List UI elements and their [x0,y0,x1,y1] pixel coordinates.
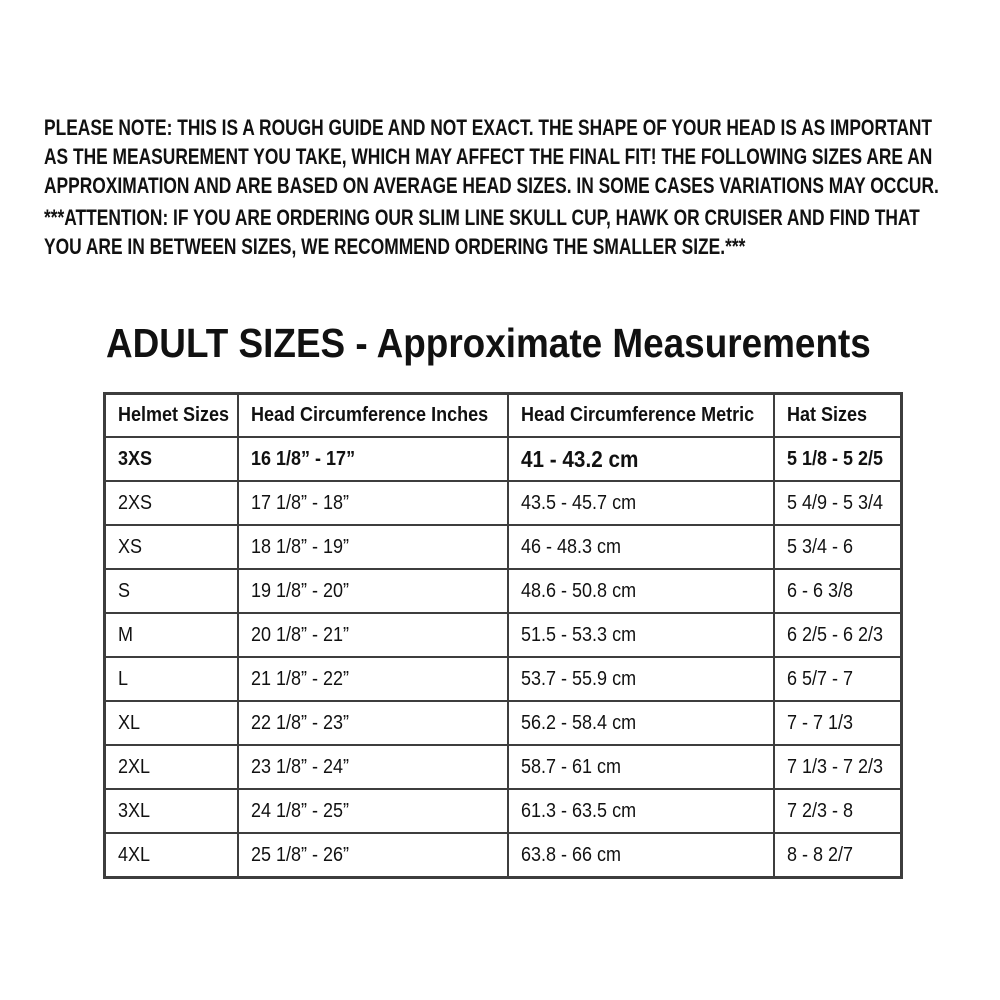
cell-hat-size [774,613,902,657]
cell-hat-size [774,569,902,613]
cell-inches [238,657,508,701]
table-row [105,525,902,569]
cell-helmet-size [105,745,238,789]
cell-inches [238,613,508,657]
page-title-text: ADULT SIZES - Approximate Measurements [106,320,871,366]
metric-value: 56.2 - 58.4 cm [520,711,636,734]
header-circumference-inches-label: Head Circumference Inches [250,404,488,426]
helmet-size-value: 4XL [118,843,151,866]
inches-value: 20 1/8” - 21” [250,623,349,646]
metric-value: 61.3 - 63.5 cm [520,799,636,822]
cell-inches [238,481,508,525]
please-note-paragraph: PLEASE NOTE: THIS IS A ROUGH GUIDE AND NOT EXACT. THE SHAPE OF YOUR HEAD IS AS IMPORTANT AS THE MEASUREMENT YOU TAKE, WHICH MAY AFFECT THE FINAL FIT! THE FOLLOWING SIZES ARE AN APPROXIMATION AND ARE BASED ON AVERAGE HEAD SIZES. IN SOME CASES VARIATIONS MAY OCCUR. [44,115,939,198]
page-title [106,321,956,365]
cell-hat-size [774,481,902,525]
cell-hat-size [774,701,902,745]
table-row [105,833,902,878]
cell-hat-size [774,437,902,481]
cell-hat-size [774,525,902,569]
metric-value: 51.5 - 53.3 cm [520,623,636,646]
helmet-size-value: 3XS [118,447,153,470]
cell-metric [508,481,774,525]
hat-size-value: 7 1/3 - 7 2/3 [786,755,883,778]
cell-hat-size [774,745,902,789]
table-row [105,789,902,833]
cell-inches [238,833,508,878]
cell-metric [508,437,774,481]
helmet-size-value: 2XS [118,491,153,514]
cell-hat-size [774,657,902,701]
cell-helmet-size [105,569,238,613]
hat-size-value: 6 5/7 - 7 [786,667,853,690]
header-helmet-sizes-label: Helmet Sizes [118,404,230,426]
inches-value: 23 1/8” - 24” [250,755,349,778]
metric-value: 43.5 - 45.7 cm [520,491,636,514]
hat-size-value: 6 2/5 - 6 2/3 [786,623,883,646]
cell-hat-size [774,833,902,878]
helmet-size-value: M [118,623,134,646]
header-circumference-metric-label: Head Circumference Metric [520,404,754,426]
table-row [105,701,902,745]
table-header-row [105,394,902,438]
metric-value: 41 - 43.2 cm [520,445,638,472]
cell-inches [238,437,508,481]
hat-size-value: 8 - 8 2/7 [786,843,853,866]
cell-helmet-size [105,657,238,701]
cell-metric [508,613,774,657]
metric-value: 48.6 - 50.8 cm [520,579,636,602]
cell-metric [508,569,774,613]
header-hat-sizes-label: Hat Sizes [786,404,867,426]
helmet-size-value: XS [118,535,143,558]
cell-helmet-size [105,833,238,878]
cell-metric [508,657,774,701]
cell-hat-size [774,789,902,833]
cell-helmet-size [105,481,238,525]
helmet-size-value: 2XL [118,755,151,778]
metric-value: 63.8 - 66 cm [520,843,621,866]
header-hat-sizes [774,394,902,438]
table-row [105,613,902,657]
cell-helmet-size [105,437,238,481]
cell-metric [508,789,774,833]
cell-inches [238,745,508,789]
inches-value: 24 1/8” - 25” [250,799,349,822]
cell-helmet-size [105,789,238,833]
inches-value: 21 1/8” - 22” [250,667,349,690]
cell-inches [238,569,508,613]
cell-metric [508,701,774,745]
helmet-size-value: 3XL [118,799,151,822]
table-row [105,569,902,613]
metric-value: 53.7 - 55.9 cm [520,667,636,690]
cell-metric [508,745,774,789]
cell-inches [238,789,508,833]
header-circumference-metric [508,394,774,438]
cell-helmet-size [105,701,238,745]
table-row [105,437,902,481]
inches-value: 18 1/8” - 19” [250,535,349,558]
metric-value: 58.7 - 61 cm [520,755,621,778]
hat-size-value: 5 3/4 - 6 [786,535,853,558]
hat-size-value: 5 1/8 - 5 2/5 [786,447,883,470]
hat-size-value: 6 - 6 3/8 [786,579,853,602]
cell-inches [238,701,508,745]
inches-value: 16 1/8” - 17” [250,447,355,470]
hat-size-value: 7 - 7 1/3 [786,711,853,734]
cell-metric [508,833,774,878]
hat-size-value: 7 2/3 - 8 [786,799,853,822]
table-row [105,481,902,525]
helmet-size-value: XL [118,711,141,734]
cell-inches [238,525,508,569]
helmet-size-value: L [118,667,129,690]
cell-helmet-size [105,525,238,569]
cell-helmet-size [105,613,238,657]
hat-size-value: 5 4/9 - 5 3/4 [786,491,883,514]
table-row [105,657,902,701]
inches-value: 17 1/8” - 18” [250,491,349,514]
metric-value: 46 - 48.3 cm [520,535,621,558]
inches-value: 22 1/8” - 23” [250,711,349,734]
adult-sizes-table [103,392,903,879]
inches-value: 19 1/8” - 20” [250,579,349,602]
attention-paragraph: ***ATTENTION: IF YOU ARE ORDERING OUR SLIM LINE SKULL CUP, HAWK OR CRUISER AND FIND THAT YOU ARE IN BETWEEN SIZES, WE RECOMMEND ORDERING THE SMALLER SIZE.*** [44,205,920,259]
table-row [105,745,902,789]
helmet-size-value: S [118,579,131,602]
inches-value: 25 1/8” - 26” [250,843,349,866]
cell-metric [508,525,774,569]
header-helmet-sizes [105,394,238,438]
header-circumference-inches [238,394,508,438]
